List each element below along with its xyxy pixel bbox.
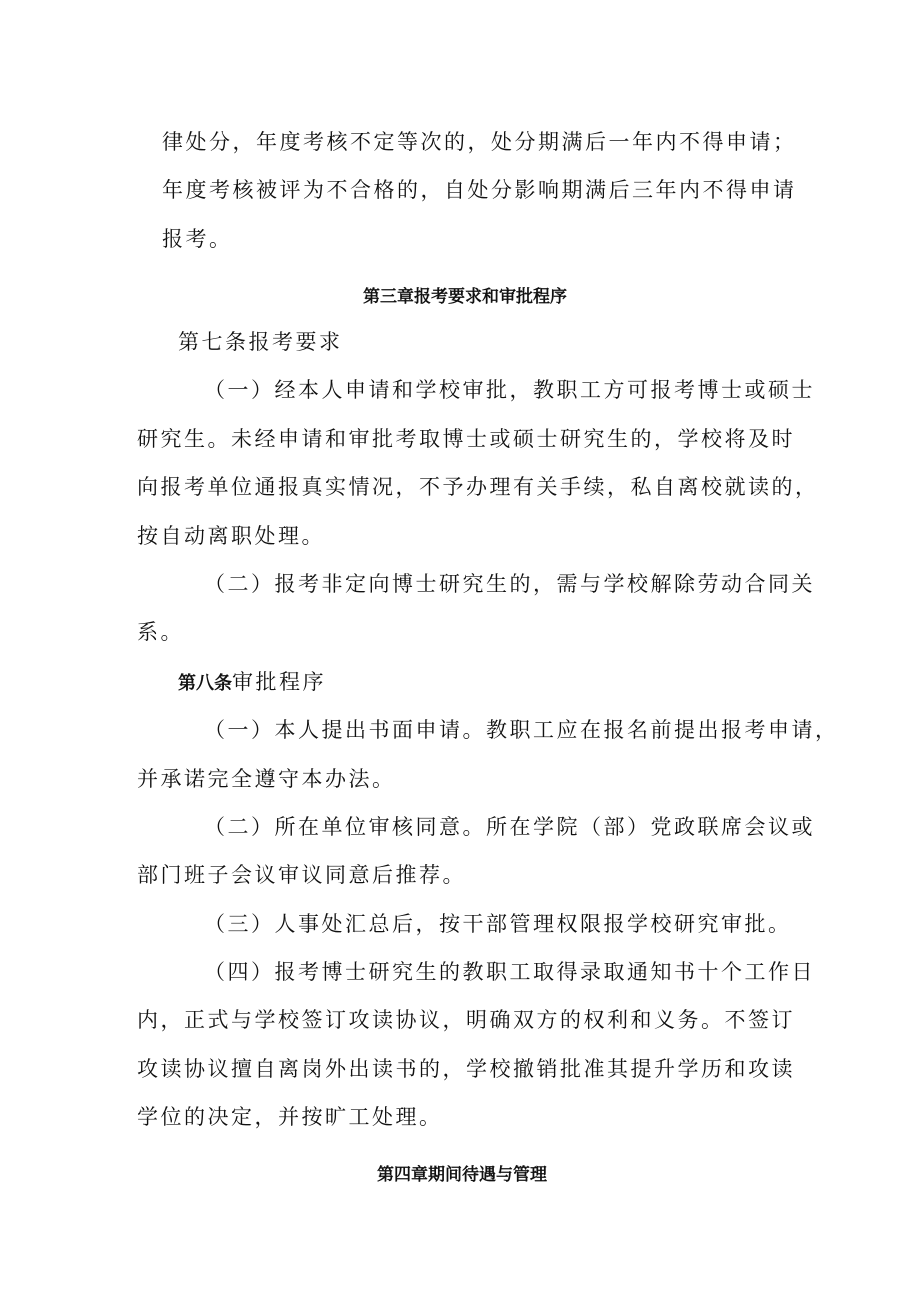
text-line: 系。 (137, 620, 184, 644)
article-number: 第八条 (178, 673, 232, 694)
text-line: 内，正式与学校签订攻读协议，明确双方的权利和义务。不签订 (137, 1008, 795, 1032)
article-title (178, 667, 326, 699)
text-line: （一）本人提出书面申请。教职工应在报名前提出报考申请， (204, 718, 839, 742)
text-line: 学位的决定，并按旷工处理。 (137, 1105, 443, 1129)
text-line: 年度考核被评为不合格的，自处分影响期满后三年内不得申请 (162, 178, 797, 202)
text-line: 按自动离职处理。 (137, 524, 325, 548)
text-line: 向报考单位通报真实情况，不予办理有关手续，私自离校就读的， (137, 475, 819, 499)
text-line: 报考。 (162, 227, 233, 251)
text-line: 并承诺完全遵守本办法。 (137, 767, 396, 791)
text-line: 律处分，年度考核不定等次的，处分期满后一年内不得申请； (162, 130, 797, 154)
article-title: 第七条报考要求 (178, 330, 343, 354)
text-line: （二）报考非定向博士研究生的，需与学校解除劳动合同关 (204, 572, 815, 596)
text-line: 攻读协议擅自离岗外出读书的，学校撤销批准其提升学历和攻读 (137, 1057, 795, 1081)
text-line: （四）报考博士研究生的教职工取得录取通知书十个工作日 (204, 960, 815, 984)
chapter-heading: 第三章报考要求和审批程序 (363, 287, 567, 307)
text-line: 研究生。未经申请和审批考取博士或硕士研究生的，学校将及时 (137, 427, 795, 451)
article-title-text: 审批程序 (232, 670, 326, 694)
text-line: （三）人事处汇总后，按干部管理权限报学校研究审批。 (204, 912, 792, 936)
chapter-heading: 第四章期间待遇与管理 (377, 1165, 547, 1185)
text-line: 部门班子会议审议同意后推荐。 (137, 863, 466, 887)
text-line: （二）所在单位审核同意。所在学院（部）党政联席会议或 (204, 815, 815, 839)
text-line: （一）经本人申请和学校审批，教职工方可报考博士或硕士 (204, 378, 815, 402)
